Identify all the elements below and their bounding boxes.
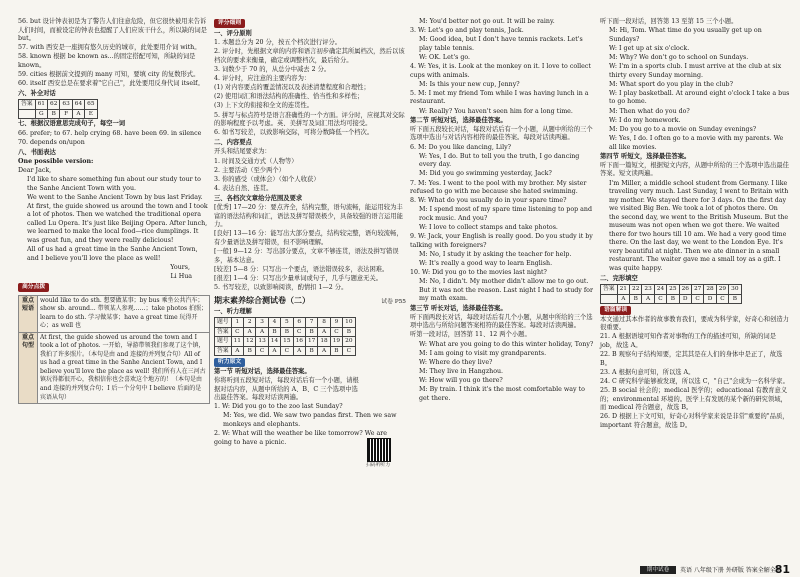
cloze-explanation: 24. C 研究科学能够被发现，所以选 C，"自己"会成为一名科学家。 bbox=[600, 377, 789, 385]
section-8-heading: 八、书面表达 bbox=[18, 148, 56, 156]
listening-answer-table bbox=[214, 317, 356, 356]
table-cell: 20 bbox=[343, 337, 355, 347]
table-cell: B bbox=[330, 346, 342, 356]
table-cell: 24 bbox=[654, 285, 666, 295]
cloze-explanation: 25. B social 社会的；medical 医学的；educational 有教育意义的；environmental 环境的。医学上有发展的某个新的研究领域，而 medical 符合题意，故选 B。 bbox=[600, 387, 788, 412]
test-page-ref: 试卷 P55 bbox=[381, 299, 406, 306]
dialogue-line: W: It's really a good way to learn English. bbox=[419, 260, 553, 268]
content-points-heading: 二、内容要点 bbox=[214, 138, 252, 146]
dialogue-line: 10. W: Did you go to the movies last night? bbox=[410, 269, 547, 277]
letter-signature: Li Hua bbox=[170, 272, 192, 280]
grade-line: [良好] 13—16 分：能写出大部分要点，结构较完整，语句较流畅，有少量语法及拼写错误，但不影响理解。 bbox=[214, 230, 403, 246]
vocab-header: 重点短语 bbox=[19, 295, 38, 332]
dialogue-line: M: I spend most of my spare time listening to pop and rock music. And you? bbox=[419, 206, 593, 222]
dialogue-line: 7. M: Yes. I went to the pool with my brother. My sister refused to go with me because she hated swimming. bbox=[410, 179, 587, 196]
passage-analysis-banner: 语篇解读 bbox=[600, 306, 631, 315]
section-1-description: 你将听到五段短对话，每段对话后有一个小题，请根据对话内容，从题中所给的 A、B、C 三个选项中选出最佳答案。每段对话读两遍。 bbox=[214, 377, 359, 402]
scoring-line: 3. 词数少于 70 的，从总分中减去 2 分。 bbox=[214, 65, 331, 73]
table-cell: 9 bbox=[330, 318, 342, 328]
table-cell: A bbox=[293, 346, 305, 356]
table-cell: C bbox=[343, 346, 355, 356]
table-cell: C bbox=[293, 327, 305, 337]
table-cell: A bbox=[256, 327, 268, 337]
table-cell: 题号 bbox=[215, 337, 232, 347]
vocab-text: At first, the guide showed us around the town and I took a lot of photos. 一开始，导游带领我们参观了这个镇，我拍了许多照片。（本句是由 and 连接的并列复合句）All of us had a great time in the Sanhe Ancient Town, and I believe you'll love the place as well! 我们所有人在三河古镇玩得都很开心，我相信你也会喜欢这个地方的！（本句是由 and 连接的并列复合句；I 后一个分句中 I believe 后面的是宾语从句） bbox=[38, 332, 210, 403]
dialogue-line: M: Is this your new cup, Jenny? bbox=[419, 80, 520, 88]
grade-line: 5. 书写较差，以致影响阅读，酌情扣 1—2 分。 bbox=[214, 283, 348, 291]
table-cell: 2 bbox=[244, 318, 256, 328]
table-cell: B bbox=[48, 109, 60, 119]
table-cell: B bbox=[305, 346, 317, 356]
scoring-line: (2) 使用词汇和语法结构的准确性、恰当性和多样性； bbox=[214, 93, 364, 101]
dialogue-line: 5. M: I met my friend Tom while I was having lunch in a restaurant. bbox=[410, 89, 589, 106]
table-cell bbox=[19, 109, 36, 119]
section-3-heading: 第三节 听长对话，选择最佳答案。 bbox=[410, 304, 507, 312]
table-cell: E bbox=[85, 109, 97, 119]
vocab-header: 重点句型 bbox=[19, 332, 38, 403]
table-cell: 25 bbox=[667, 285, 679, 295]
dialogue-line: M: Why? We don't go to school on Sundays. bbox=[609, 53, 749, 61]
answer-60: 60. itself 西安总是在要求着"它自己"，此处要用反身代词 itself。 bbox=[18, 80, 204, 88]
test-title: 期末素养综合测试卷（二） bbox=[214, 295, 310, 306]
cloze-heading: 二、完形填空 bbox=[600, 274, 638, 282]
scoring-banner: 评分细则 bbox=[214, 19, 245, 28]
dialogue-line: M: What sport do you play in the club? bbox=[609, 80, 733, 88]
table-cell: 答案 bbox=[19, 100, 36, 110]
table-cell: 5 bbox=[281, 318, 293, 328]
dialogue-line: 2. W: What will the weather be like tomorrow? We are going to have a picnic. bbox=[214, 430, 387, 446]
table-cell: 答案 bbox=[601, 285, 618, 295]
cloze-explanation: 26. D 根据上下文可知，好奇心对科学家来说是非常"重要的"品质，important 符合题意，故选 D。 bbox=[600, 413, 789, 429]
table-cell: 27 bbox=[691, 285, 703, 295]
scoring-line: 5. 拼写与标点符号是语言准确性的一个方面。评分时，应视其对交际的影响程度予以考虑。英、美拼写及词汇用法均可接受。 bbox=[214, 111, 405, 128]
dialogue-line: W: I do my homework. bbox=[609, 116, 681, 124]
table-cell: 7 bbox=[305, 318, 317, 328]
table-cell: 61 bbox=[35, 100, 47, 110]
cloze-explanation: 22. B 观察句子结构知要，定其其是在人们的身体中是正了，故选 B。 bbox=[600, 351, 783, 367]
grade-line: [一般] 9—12 分：写出部分要点，文章不够连贯，语法及拼写错误多，基本达意。 bbox=[214, 247, 399, 264]
table-cell: 10 bbox=[343, 318, 355, 328]
content-line: 2. 主要活动（至少两个） bbox=[214, 166, 285, 174]
content-line: 4. 表达自然、连贯。 bbox=[214, 184, 273, 192]
dialogue-line: W: I play basketball. At around eight o'clock I take a bus to go home. bbox=[609, 89, 790, 106]
scoring-line: 1. 本题总分为 20 分，按五个档次进行评分。 bbox=[214, 39, 342, 47]
table-cell: C bbox=[256, 346, 268, 356]
page-number: 81 bbox=[774, 563, 790, 576]
vocab-table bbox=[18, 295, 210, 405]
section-3-description: 听下面两段长对话，每段对话后有几个小题，从题中所给的三个选项中选出与所给问题答案相符的最佳答案。每段对话读两遍。 bbox=[410, 313, 593, 330]
table-cell: 15 bbox=[281, 337, 293, 347]
cloze-explanation: 23. A 根据句意可知，所以选 A。 bbox=[600, 368, 695, 376]
answer-70: 70. depends on/upon bbox=[18, 139, 85, 147]
dialogue-line: 6. M: Do you like dancing, Lily? bbox=[410, 143, 512, 151]
table-cell: C bbox=[330, 327, 342, 337]
table-cell: A bbox=[231, 346, 243, 356]
column-1 bbox=[18, 18, 210, 404]
table-cell: 14 bbox=[268, 337, 280, 347]
table-cell: 29 bbox=[716, 285, 728, 295]
table-cell: 13 bbox=[256, 337, 268, 347]
table-cell: 4 bbox=[268, 318, 280, 328]
cloze-answer-table bbox=[600, 284, 742, 304]
table-cell: 18 bbox=[318, 337, 330, 347]
section-1-heading: 第一节 听短对话，选择最佳答案。 bbox=[214, 367, 311, 375]
answer-56: 56. but 设计钟表初是为了警告人们往意危险，但它很快被用来告诉人们时间，而被设定的钟表也提醒了人们应该干什么，所以缺的词是 but。 bbox=[18, 18, 207, 43]
table-cell: A bbox=[318, 346, 330, 356]
dialogue-line: M: By train. I think it's the most comfortable way to get there. bbox=[419, 386, 585, 402]
table-cell: 6 bbox=[293, 318, 305, 328]
grade-line: [较差] 5—8 分：只写出一个要点，语法错误较多，表达困难。 bbox=[214, 265, 389, 273]
table-cell: A bbox=[318, 327, 330, 337]
table-cell bbox=[601, 294, 618, 304]
table-cell: D bbox=[704, 294, 716, 304]
answer-59: 59. cities 根据前文提到的 many 可知，要填 city 的复数形式。 bbox=[18, 71, 200, 79]
letter-paragraph: All of us had a great time in the Sanhe Ancient Town, and I believe you'll love the place as well! bbox=[27, 246, 198, 262]
qr-caption: 扫码听听力 bbox=[366, 463, 390, 468]
content-line: 3. 你的感受（或体会）（如个人收获） bbox=[214, 175, 320, 183]
table-cell: 3 bbox=[256, 318, 268, 328]
answer-table-6 bbox=[18, 99, 98, 119]
scoring-line: (3) 上下文的衔接和全文的连贯性。 bbox=[214, 102, 314, 110]
listening-script-banner: 听力原文 bbox=[214, 358, 245, 367]
section-2-heading: 第二节 听短对话，选择最佳答案。 bbox=[410, 116, 507, 124]
table-cell: G bbox=[35, 109, 47, 119]
table-cell: 64 bbox=[72, 100, 84, 110]
table-cell: 12 bbox=[244, 337, 256, 347]
table-cell: B bbox=[729, 294, 741, 304]
content-line: 1. 时间及交通方式（人物等） bbox=[214, 157, 298, 165]
table-cell: B bbox=[305, 327, 317, 337]
scoring-line: 4. 评分时，应注意的主要内容为： bbox=[214, 75, 311, 83]
content-line: 开头和结尾要求为： bbox=[214, 148, 271, 156]
table-cell: 11 bbox=[231, 337, 243, 347]
dialogue-line: W: Where do they live? bbox=[419, 358, 493, 366]
table-cell: 62 bbox=[48, 100, 60, 110]
dialogue-line: M: You'd better not go out. It will be rainy. bbox=[419, 18, 555, 25]
table-cell: 答案 bbox=[215, 346, 232, 356]
tip-banner: 高分点拨 bbox=[18, 283, 49, 292]
table-cell: B bbox=[281, 327, 293, 337]
dialogue-line: W: I love to collect stamps and take photos. bbox=[419, 224, 558, 232]
passage-text: I'm Miller, a middle school student from Germany. I like traveling very much. Last Sunday, I went to Britain with my mother. We stayed there for 3 days. On the first day we visited Big Ben. We took a lot of photos there. On the second day, we went to the British Museum. But the museum was not open when we got there. We waited there for two hours till 10 am. We had a very good time there. On the last day, we went to the London Eye. It's very beautiful at night. Then we ate dinner in a small restaurant. The waiter gave me a small toy as a gift. I was quite happy. bbox=[609, 179, 789, 273]
column-4 bbox=[600, 18, 790, 431]
table-cell: 28 bbox=[704, 285, 716, 295]
dialogue-line: W: OK. Let's go. bbox=[419, 53, 471, 61]
table-cell: 26 bbox=[679, 285, 691, 295]
table-cell: F bbox=[60, 109, 72, 119]
dialogue-line: W: I get up at six o'clock. bbox=[609, 44, 690, 52]
table-cell: 1 bbox=[231, 318, 243, 328]
listening-heading: 一、听力理解 bbox=[214, 307, 252, 315]
footer-book-title: 英语 八年级下册 外研版 答案全解全析 bbox=[680, 567, 782, 574]
section-4-heading: 第四节 听短文，选择最佳答案。 bbox=[600, 152, 691, 160]
table-cell: 63 bbox=[60, 100, 72, 110]
scoring-line: 2. 评分时，先根据文章的内容和语言初步确定其所属档次，然后以该档次的要求来衡量，确定或调整档次，最后给分。 bbox=[214, 48, 405, 64]
dialogue-line: W: How will you go there? bbox=[419, 377, 503, 385]
table-cell: A bbox=[244, 327, 256, 337]
dialogue-line: W: Really? You haven't seen him for a long time. bbox=[419, 107, 573, 115]
table-cell: B bbox=[268, 327, 280, 337]
table-cell: A bbox=[642, 294, 654, 304]
table-cell: 30 bbox=[729, 285, 741, 295]
table-cell: B bbox=[343, 327, 355, 337]
grade-line: [优秀] 17—20 分：要点齐全，结构完整，语句流畅，能运用较为丰富的语法结构和词汇，语法及拼写错误极少，具备较强的语言运用能力。 bbox=[214, 204, 403, 229]
dialogue-line: M: I am going to visit my grandparents. bbox=[419, 349, 547, 357]
table-cell: 题号 bbox=[215, 318, 232, 328]
dialogue-line: M: They live in Hangzhou. bbox=[419, 367, 504, 375]
dialogue-instruction: 听第一段对话，回答第 11、12 两个小题。 bbox=[410, 331, 531, 339]
table-cell: 16 bbox=[293, 337, 305, 347]
dialogue-line: M: Then what do you do? bbox=[609, 107, 690, 115]
section-2-description: 听下面五段较长对话，每段对话后有一个小题，从题中所给的三个选项中选出与对话内容相符的最佳答案。每段对话读两遍。 bbox=[410, 125, 593, 142]
dialogue-line: W: Yes, I do. I often go to a movie with my parents. We all like movies. bbox=[609, 135, 784, 151]
table-cell: 23 bbox=[642, 285, 654, 295]
dialogue-line: 3. W: Let's go and play tennis, Jack. bbox=[410, 27, 524, 35]
answers-66-69: 66. prefer; to 67. help crying 68. have been 69. in silence bbox=[18, 129, 202, 137]
letter-paragraph: We went to the Sanhe Ancient Town by bus last Friday. At first, the guide showed us around the town and I took a lot of photos. Then we watched the traditional opera called Lu Opera. It's just like Beijing Opera. After lunch, we learned to make the local food—rice dumplings. It was great fun, and they were really delicious! bbox=[27, 194, 208, 244]
scoring-principles-heading: 一、评分原则 bbox=[214, 29, 252, 37]
table-cell: B bbox=[630, 294, 642, 304]
letter-greeting: Dear Jack, bbox=[18, 167, 52, 175]
answer-58: 58. known 根据 be known as...的固定搭配可知，所缺的词是 known。 bbox=[18, 53, 196, 69]
section-6-heading: 六、补全对话 bbox=[18, 89, 56, 97]
dialogue-line: M: Do you go to a movie on Sunday evenings? bbox=[609, 125, 757, 133]
table-cell: C bbox=[654, 294, 666, 304]
grade-levels-heading: 三、各档次文章给分范围及要求 bbox=[214, 194, 303, 202]
answer-57: 57. with 西安是一座拥有悠久历史的城市，此处要用介词 with。 bbox=[18, 44, 201, 52]
table-cell: C bbox=[231, 327, 243, 337]
table-cell: 65 bbox=[85, 100, 97, 110]
table-cell: 19 bbox=[330, 337, 342, 347]
page-footer bbox=[0, 563, 800, 577]
column-3 bbox=[410, 18, 596, 404]
table-cell: 8 bbox=[318, 318, 330, 328]
table-cell: A bbox=[617, 294, 629, 304]
grade-line: [很差] 1—4 分：只写出少量单词或句子，几乎与题意无关。 bbox=[214, 274, 383, 282]
dialogue-line: 1. W: Did you go to the zoo last Sunday? bbox=[214, 403, 343, 411]
letter-paragraph: I'd like to share something fun about our study tour to the Sanhe Ancient Town with you. bbox=[27, 176, 201, 192]
table-cell: B bbox=[667, 294, 679, 304]
table-cell: A bbox=[268, 346, 280, 356]
table-cell: C bbox=[691, 294, 703, 304]
scoring-line: 6. 如书写较差，以致影响交际，可将分数降低一个档次。 bbox=[214, 129, 374, 137]
possible-version-label: One possible version: bbox=[18, 158, 94, 166]
footer-label: 期中试卷 bbox=[640, 566, 676, 574]
section-4-description: 听下面一篇短文，根据短文内容，从题中所给的三个选项中选出最佳答案。短文读两遍。 bbox=[600, 161, 789, 178]
dialogue-line: W: I'm in a sports club. I must arrive at the club at six thirty every Sunday morning. bbox=[609, 63, 782, 79]
table-cell: D bbox=[679, 294, 691, 304]
cloze-explanation: 21. A 根据语境可知作者对事物的工作的描述可知，所缺的词是 job，故选 A。 bbox=[600, 333, 776, 349]
scoring-line: (1) 对内容要点的覆盖情况以及表述清楚程度和合理性； bbox=[214, 84, 370, 92]
dialogue-line: M: Yes, we did. We saw two pandas first. Then we saw monkeys and elephants. bbox=[223, 412, 397, 428]
dialogue-line: 4. W: Yes, it is. Look at the monkey on it. I love to collect cups with animals. bbox=[410, 63, 591, 79]
dialogue-instruction: 听下面一段对话，回答第 13 至第 15 三个小题。 bbox=[600, 18, 738, 25]
table-cell: C bbox=[716, 294, 728, 304]
table-cell: C bbox=[281, 346, 293, 356]
column-2 bbox=[214, 18, 406, 448]
dialogue-line: M: Did you go swimming yesterday, Jack? bbox=[419, 170, 552, 178]
vocab-text: would like to do sth. 想要做某事；by bus 乘坐公共汽车；show sb. around... 带领某人参观……；take photos 拍照；learn to do sth. 学习做某事；have a great time 玩得开心；as well 也 bbox=[38, 295, 210, 332]
dialogue-line: W: Yes, I do. But to tell you the truth, I go dancing every day. bbox=[419, 152, 580, 169]
table-cell: 答案 bbox=[215, 327, 232, 337]
dialogue-line: M: No, I didn't. My mother didn't allow me to go out. But it was not the reason. Last night I had to study for my math exam. bbox=[419, 278, 593, 303]
table-cell: 22 bbox=[630, 285, 642, 295]
table-cell: 21 bbox=[617, 285, 629, 295]
letter-closing: Yours, bbox=[170, 263, 190, 271]
dialogue-line: M: No, I study it by asking the teacher for help. bbox=[419, 250, 572, 258]
dialogue-line: M: Good idea, but I don't have tennis rackets. Let's play table tennis. bbox=[419, 36, 583, 52]
dialogue-line: W: What are you going to do this winter holiday, Tony? bbox=[419, 340, 594, 348]
dialogue-line: M: Hi, Tom. What time do you usually get up on Sundays? bbox=[609, 27, 762, 43]
table-cell: 17 bbox=[305, 337, 317, 347]
passage-analysis-intro: 本文通过其本作者的故事教育我们，要成为科学家，好奇心和创造力很重要。 bbox=[600, 315, 789, 332]
table-cell: A bbox=[72, 109, 84, 119]
dialogue-line: 8. W: What do you usually do in your spare time? bbox=[410, 197, 567, 205]
qr-code-icon[interactable] bbox=[367, 438, 391, 462]
section-7-heading: 七、根据汉语意思完成句子，每空一词 bbox=[18, 120, 126, 128]
table-cell: B bbox=[244, 346, 256, 356]
dialogue-line: 9. W: Jack, your English is really good. Do you study it by talking with foreigners? bbox=[410, 233, 593, 249]
